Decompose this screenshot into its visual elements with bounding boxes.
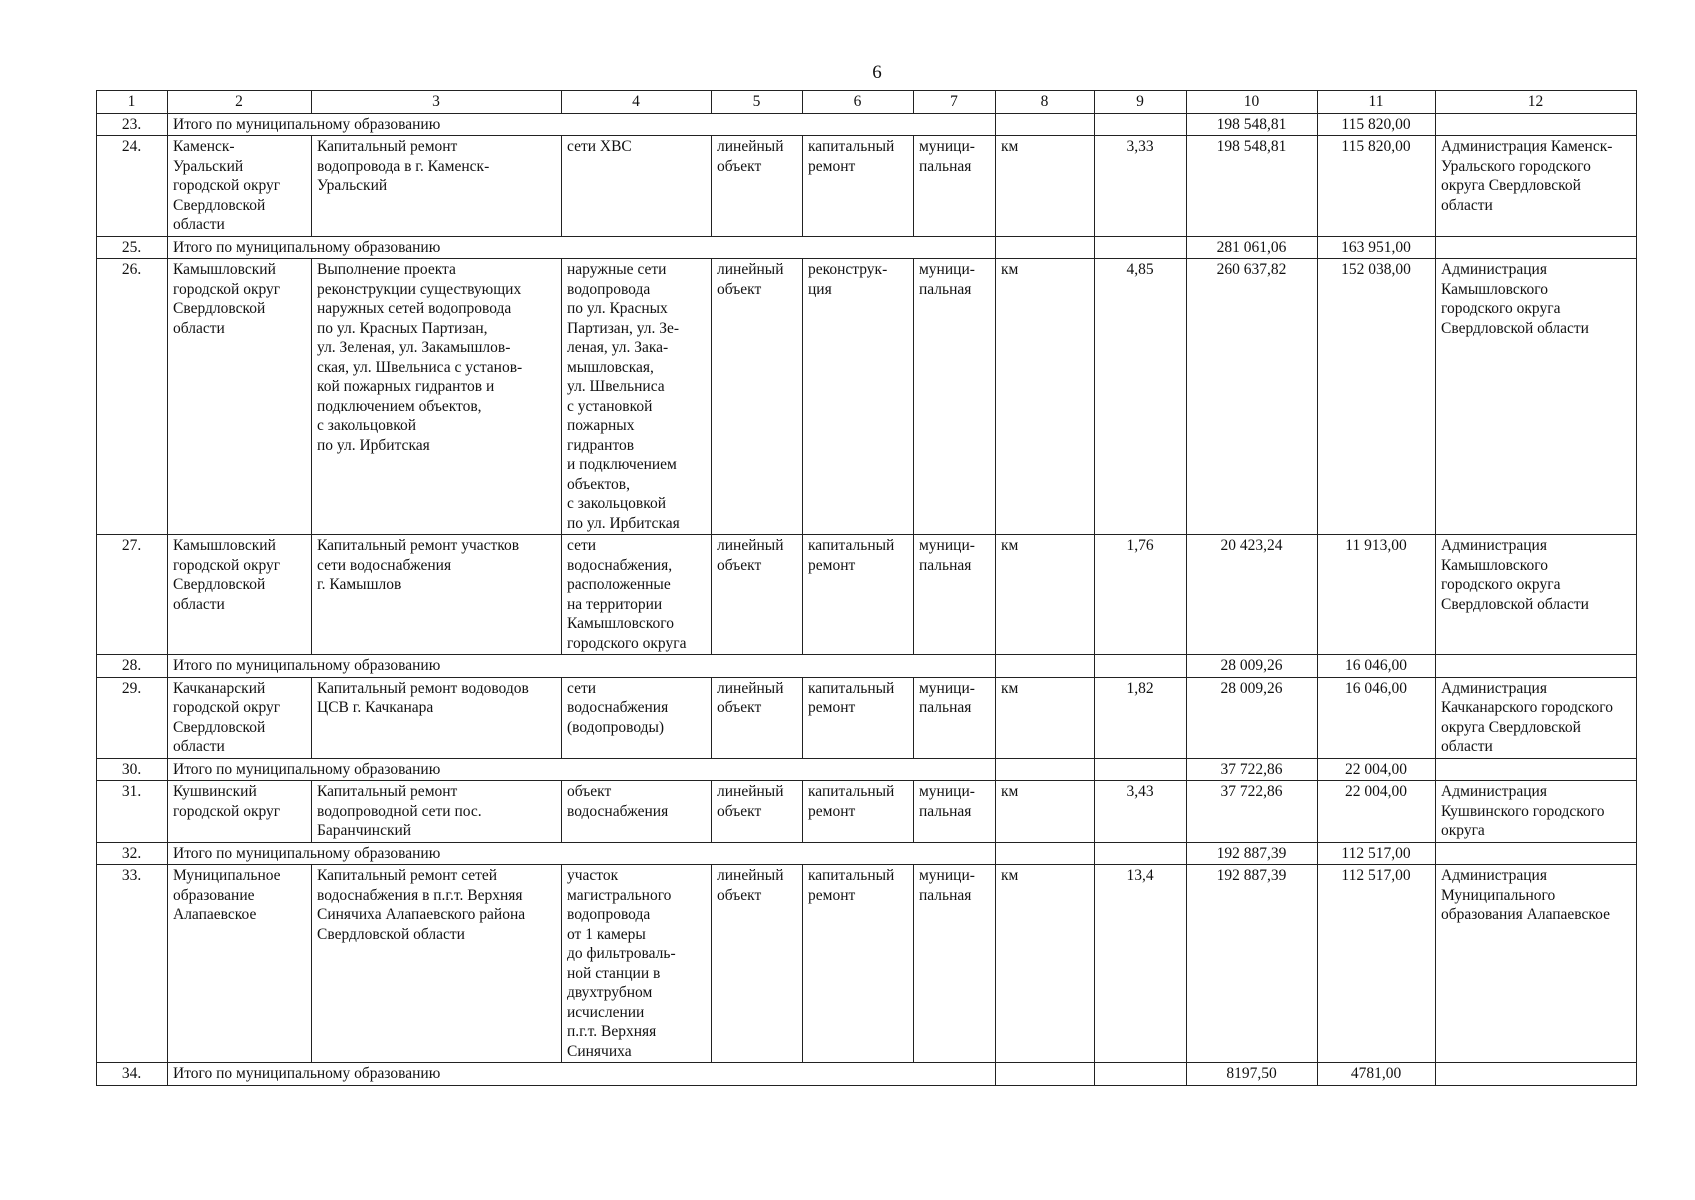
project-name-cell: Капитальный ремонт сетей водоснабжения в п.г.т. Верхняя Синячиха Алапаевского района Свердловской области [312, 865, 562, 1063]
project-name-cell: Выполнение проекта реконструкции существующих наружных сетей водопровода по ул. Красных Партизан, ул. Зеленая, ул. Закамышлов- ская, ул. Швельниса с установ- кой пожарных гидрантов и подключением объектов, с закольцовкой по ул. Ирбитская [312, 259, 562, 535]
project-name-cell: Капитальный ремонт участков сети водоснабжения г. Камышлов [312, 535, 562, 655]
recipient-cell [1436, 655, 1637, 678]
row-number: 28. [97, 655, 168, 678]
cost-cell: 20 423,24 [1187, 535, 1318, 655]
total-row [97, 842, 1637, 865]
municipality-cell: Кушвинский городской округ [168, 781, 312, 843]
column-number-9: 9 [1095, 91, 1187, 114]
total-row [97, 113, 1637, 136]
row-number: 31. [97, 781, 168, 843]
unit-cell [996, 655, 1095, 678]
unit-cell [996, 1063, 1095, 1086]
total-row [97, 758, 1637, 781]
ownership-cell: муници- пальная [914, 259, 996, 535]
total-label: Итого по муниципальному образованию [168, 655, 996, 678]
cost-total: 8197,50 [1187, 1063, 1318, 1086]
table-row [97, 535, 1637, 655]
recipient-cell: Администрация Муниципального образования Алапаевское [1436, 865, 1637, 1063]
total-row [97, 1063, 1637, 1086]
table-row [97, 136, 1637, 237]
column-number-10: 10 [1187, 91, 1318, 114]
quantity-cell: 1,76 [1095, 535, 1187, 655]
row-number: 29. [97, 677, 168, 758]
work-type-cell: капитальный ремонт [803, 136, 914, 237]
column-number-row [97, 91, 1637, 114]
municipality-cell: Камышловский городской округ Свердловской области [168, 535, 312, 655]
total-label: Итого по муниципальному образованию [168, 236, 996, 259]
quantity-cell [1095, 236, 1187, 259]
work-type-cell: капитальный ремонт [803, 535, 914, 655]
column-number-8: 8 [996, 91, 1095, 114]
municipality-cell: Качканарский городской округ Свердловской области [168, 677, 312, 758]
quantity-cell [1095, 1063, 1187, 1086]
column-number-1: 1 [97, 91, 168, 114]
row-number: 24. [97, 136, 168, 237]
object-cell: объект водоснабжения [562, 781, 712, 843]
column-number-11: 11 [1318, 91, 1436, 114]
object-type-cell: линейный объект [712, 136, 803, 237]
object-cell: наружные сети водопровода по ул. Красных Партизан, ул. Зе- леная, ул. Зака- мышловская, ул. Швельниса с установкой пожарных гидрантов и подключением объектов, с закольцовкой по ул. Ирбитская [562, 259, 712, 535]
funding-cell: 22 004,00 [1318, 781, 1436, 843]
municipality-cell: Камышловский городской округ Свердловской области [168, 259, 312, 535]
object-cell: сети водоснабжения, расположенные на территории Камышловского городского округа [562, 535, 712, 655]
table-row [97, 781, 1637, 843]
recipient-cell: Администрация Камышловского городского округа Свердловской области [1436, 535, 1637, 655]
municipality-cell: Муниципальное образование Алапаевское [168, 865, 312, 1063]
unit-cell: км [996, 259, 1095, 535]
project-name-cell: Капитальный ремонт водоводов ЦСВ г. Качканара [312, 677, 562, 758]
object-type-cell: линейный объект [712, 535, 803, 655]
funding-total: 22 004,00 [1318, 758, 1436, 781]
total-row [97, 655, 1637, 678]
table-row [97, 865, 1637, 1063]
object-type-cell: линейный объект [712, 677, 803, 758]
row-number: 26. [97, 259, 168, 535]
object-type-cell: линейный объект [712, 865, 803, 1063]
column-number-4: 4 [562, 91, 712, 114]
unit-cell: км [996, 136, 1095, 237]
object-type-cell: линейный объект [712, 259, 803, 535]
total-label: Итого по муниципальному образованию [168, 842, 996, 865]
cost-cell: 198 548,81 [1187, 136, 1318, 237]
cost-total: 192 887,39 [1187, 842, 1318, 865]
work-type-cell: капитальный ремонт [803, 865, 914, 1063]
unit-cell [996, 842, 1095, 865]
unit-cell [996, 113, 1095, 136]
unit-cell: км [996, 781, 1095, 843]
funding-total: 16 046,00 [1318, 655, 1436, 678]
object-type-cell: линейный объект [712, 781, 803, 843]
project-name-cell: Капитальный ремонт водопровода в г. Каменск- Уральский [312, 136, 562, 237]
quantity-cell [1095, 842, 1187, 865]
total-label: Итого по муниципальному образованию [168, 758, 996, 781]
total-label: Итого по муниципальному образованию [168, 1063, 996, 1086]
column-number-3: 3 [312, 91, 562, 114]
funding-cell: 16 046,00 [1318, 677, 1436, 758]
unit-cell: км [996, 535, 1095, 655]
cost-cell: 260 637,82 [1187, 259, 1318, 535]
recipient-cell [1436, 842, 1637, 865]
funding-total: 112 517,00 [1318, 842, 1436, 865]
ownership-cell: муници- пальная [914, 136, 996, 237]
object-cell: участок магистрального водопровода от 1 камеры до фильтроваль- ной станции в двухтрубном исчислении п.г.т. Верхняя Синячиха [562, 865, 712, 1063]
municipality-cell: Каменск- Уральский городской округ Свердловской области [168, 136, 312, 237]
funding-cell: 112 517,00 [1318, 865, 1436, 1063]
row-number: 27. [97, 535, 168, 655]
column-number-7: 7 [914, 91, 996, 114]
unit-cell [996, 758, 1095, 781]
row-number: 32. [97, 842, 168, 865]
quantity-cell [1095, 113, 1187, 136]
cost-total: 281 061,06 [1187, 236, 1318, 259]
work-type-cell: капитальный ремонт [803, 781, 914, 843]
funding-total: 4781,00 [1318, 1063, 1436, 1086]
quantity-cell: 13,4 [1095, 865, 1187, 1063]
funding-cell: 11 913,00 [1318, 535, 1436, 655]
row-number: 30. [97, 758, 168, 781]
row-number: 25. [97, 236, 168, 259]
funding-cell: 152 038,00 [1318, 259, 1436, 535]
cost-total: 198 548,81 [1187, 113, 1318, 136]
recipient-cell: Администрация Кушвинского городского округа [1436, 781, 1637, 843]
quantity-cell: 3,33 [1095, 136, 1187, 237]
total-row [97, 236, 1637, 259]
row-number: 23. [97, 113, 168, 136]
cost-cell: 192 887,39 [1187, 865, 1318, 1063]
column-number-12: 12 [1436, 91, 1637, 114]
column-number-5: 5 [712, 91, 803, 114]
ownership-cell: муници- пальная [914, 535, 996, 655]
ownership-cell: муници- пальная [914, 865, 996, 1063]
table-body [97, 91, 1637, 1086]
table-row [97, 677, 1637, 758]
recipient-cell [1436, 113, 1637, 136]
cost-cell: 28 009,26 [1187, 677, 1318, 758]
total-label: Итого по муниципальному образованию [168, 113, 996, 136]
cost-total: 37 722,86 [1187, 758, 1318, 781]
funding-cell: 115 820,00 [1318, 136, 1436, 237]
recipient-cell: Администрация Каменск- Уральского городского округа Свердловской области [1436, 136, 1637, 237]
object-cell: сети водоснабжения (водопроводы) [562, 677, 712, 758]
unit-cell: км [996, 865, 1095, 1063]
recipient-cell [1436, 758, 1637, 781]
quantity-cell: 1,82 [1095, 677, 1187, 758]
funding-total: 163 951,00 [1318, 236, 1436, 259]
recipient-cell [1436, 236, 1637, 259]
recipient-cell: Администрация Качканарского городского округа Свердловской области [1436, 677, 1637, 758]
quantity-cell [1095, 758, 1187, 781]
page-number: 6 [872, 62, 882, 83]
work-type-cell: реконструк- ция [803, 259, 914, 535]
table-row [97, 259, 1637, 535]
row-number: 33. [97, 865, 168, 1063]
unit-cell: км [996, 677, 1095, 758]
row-number: 34. [97, 1063, 168, 1086]
quantity-cell [1095, 655, 1187, 678]
column-number-6: 6 [803, 91, 914, 114]
recipient-cell [1436, 1063, 1637, 1086]
quantity-cell: 4,85 [1095, 259, 1187, 535]
quantity-cell: 3,43 [1095, 781, 1187, 843]
work-type-cell: капитальный ремонт [803, 677, 914, 758]
project-name-cell: Капитальный ремонт водопроводной сети пос. Баранчинский [312, 781, 562, 843]
object-cell: сети ХВС [562, 136, 712, 237]
cost-cell: 37 722,86 [1187, 781, 1318, 843]
data-table [96, 90, 1637, 1086]
column-number-2: 2 [168, 91, 312, 114]
ownership-cell: муници- пальная [914, 677, 996, 758]
funding-total: 115 820,00 [1318, 113, 1436, 136]
ownership-cell: муници- пальная [914, 781, 996, 843]
recipient-cell: Администрация Камышловского городского округа Свердловской области [1436, 259, 1637, 535]
cost-total: 28 009,26 [1187, 655, 1318, 678]
unit-cell [996, 236, 1095, 259]
